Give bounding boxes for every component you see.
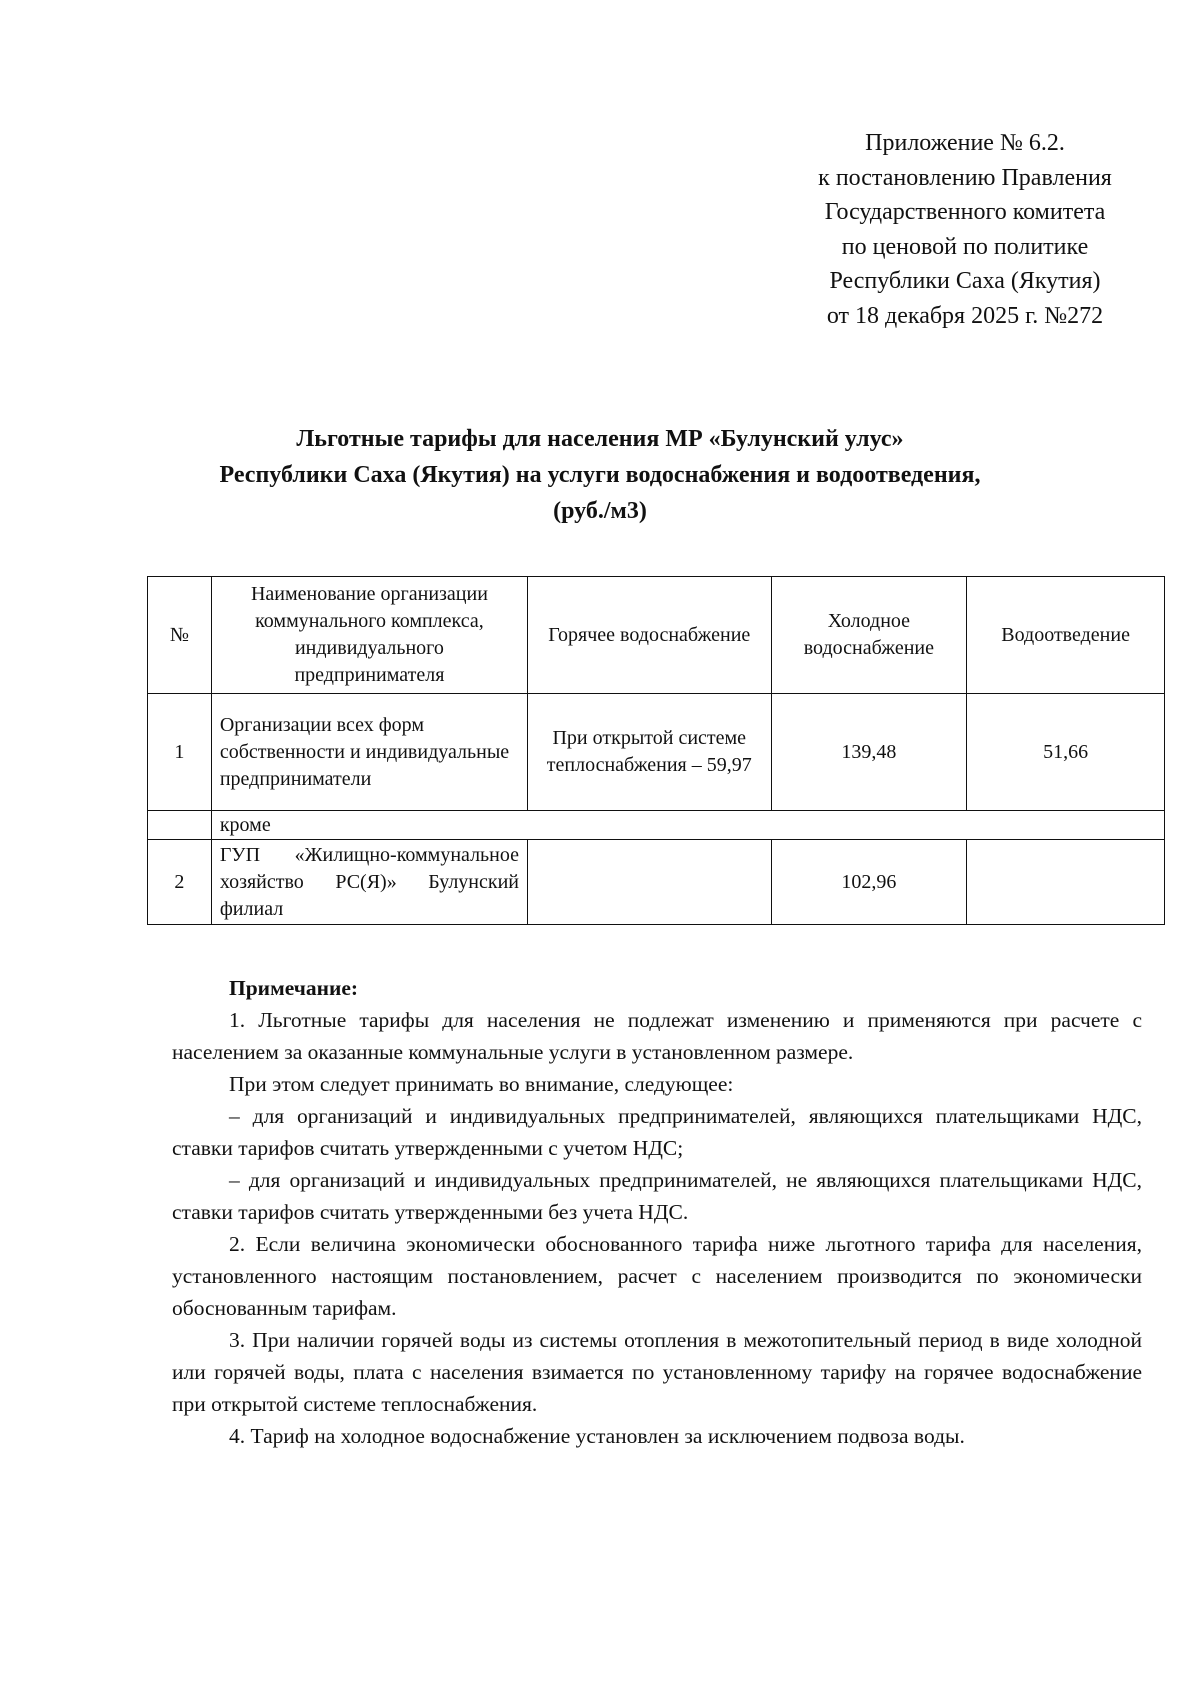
table-header-row: [148, 577, 1165, 694]
title-line: Льготные тарифы для населения МР «Булунский улус»: [296, 426, 904, 452]
org-line: филиал: [219, 897, 284, 920]
appendix-line: к постановлению Правления: [818, 164, 1112, 191]
org-line: хозяйство РС(Я)» Булунский: [219, 870, 520, 893]
appendix-line: Государственного комитета: [824, 199, 1106, 225]
row-hot-water: [528, 840, 772, 925]
title-line: (руб./м3): [553, 498, 647, 524]
notes-section: [172, 972, 1142, 1452]
row-cold-water: 139,48: [771, 694, 967, 811]
table-row: [148, 694, 1165, 811]
row-organization: [211, 840, 527, 925]
appendix-line: Республики Саха (Якутия): [829, 268, 1101, 294]
note-paragraph: 1. Льготные тарифы для населения не подлежат изменению и применяются при расчете с населением за оказанные коммунальные услуги в установленном размере.: [172, 1008, 1142, 1064]
header-hot-water: Горячее водоснабжение: [528, 577, 772, 694]
tariff-table: [147, 576, 1165, 925]
appendix-line: от 18 декабря 2025 г. №272: [826, 302, 1104, 329]
row-number: 1: [148, 694, 212, 811]
header-cold-water: Холодное водоснабжение: [771, 577, 967, 694]
row-number: [148, 811, 212, 840]
row-hot-water: При открытой системе теплоснабжения – 59,97: [528, 694, 772, 811]
note-paragraph: 2. Если величина экономически обоснованного тарифа ниже льготного тарифа для населения, установленного настоящим постановлением, расчет с населением производится по экономически обоснованным тарифам.: [172, 1232, 1142, 1320]
org-line: ГУП «Жилищно-коммунальное: [219, 843, 520, 866]
notes-heading: Примечание:: [229, 976, 359, 1000]
document-title: [140, 421, 1060, 529]
title-line: Республики Саха (Якутия) на услуги водоснабжения и водоотведения,: [219, 462, 981, 488]
table-row: [148, 840, 1165, 925]
row-organization: Организации всех форм собственности и индивидуальные предприниматели: [211, 694, 527, 811]
row-number: 2: [148, 840, 212, 925]
header-drainage: Водоотведение: [967, 577, 1165, 694]
except-label: кроме: [211, 811, 1164, 840]
header-number: №: [148, 577, 212, 694]
row-drainage: 51,66: [967, 694, 1165, 811]
note-paragraph: 4. Тариф на холодное водоснабжение установлен за исключением подвоза воды.: [229, 1424, 965, 1448]
note-paragraph: 3. При наличии горячей воды из системы отопления в межотопительный период в виде холодной или горячей воды, плата с населения взимается по установленному тарифу на горячее водоснабжение при открытой системе теплоснабжения.: [172, 1328, 1142, 1416]
row-cold-water: 102,96: [771, 840, 967, 925]
header-organization: Наименование организации коммунального комплекса, индивидуального предпринимателя: [211, 577, 527, 694]
appendix-header: [790, 126, 1140, 333]
note-paragraph: – для организаций и индивидуальных предпринимателей, не являющихся плательщиками НДС, ставки тарифов считать утвержденными без учета НДС.: [172, 1168, 1142, 1224]
row-drainage: [967, 840, 1165, 925]
table-row-except: [148, 811, 1165, 840]
note-paragraph: При этом следует принимать во внимание, следующее:: [229, 1072, 734, 1096]
appendix-line: по ценовой по политике: [841, 233, 1089, 260]
note-paragraph: – для организаций и индивидуальных предпринимателей, являющихся плательщиками НДС, ставки тарифов считать утвержденными с учетом НДС;: [172, 1104, 1142, 1160]
appendix-line: Приложение № 6.2.: [865, 130, 1065, 156]
